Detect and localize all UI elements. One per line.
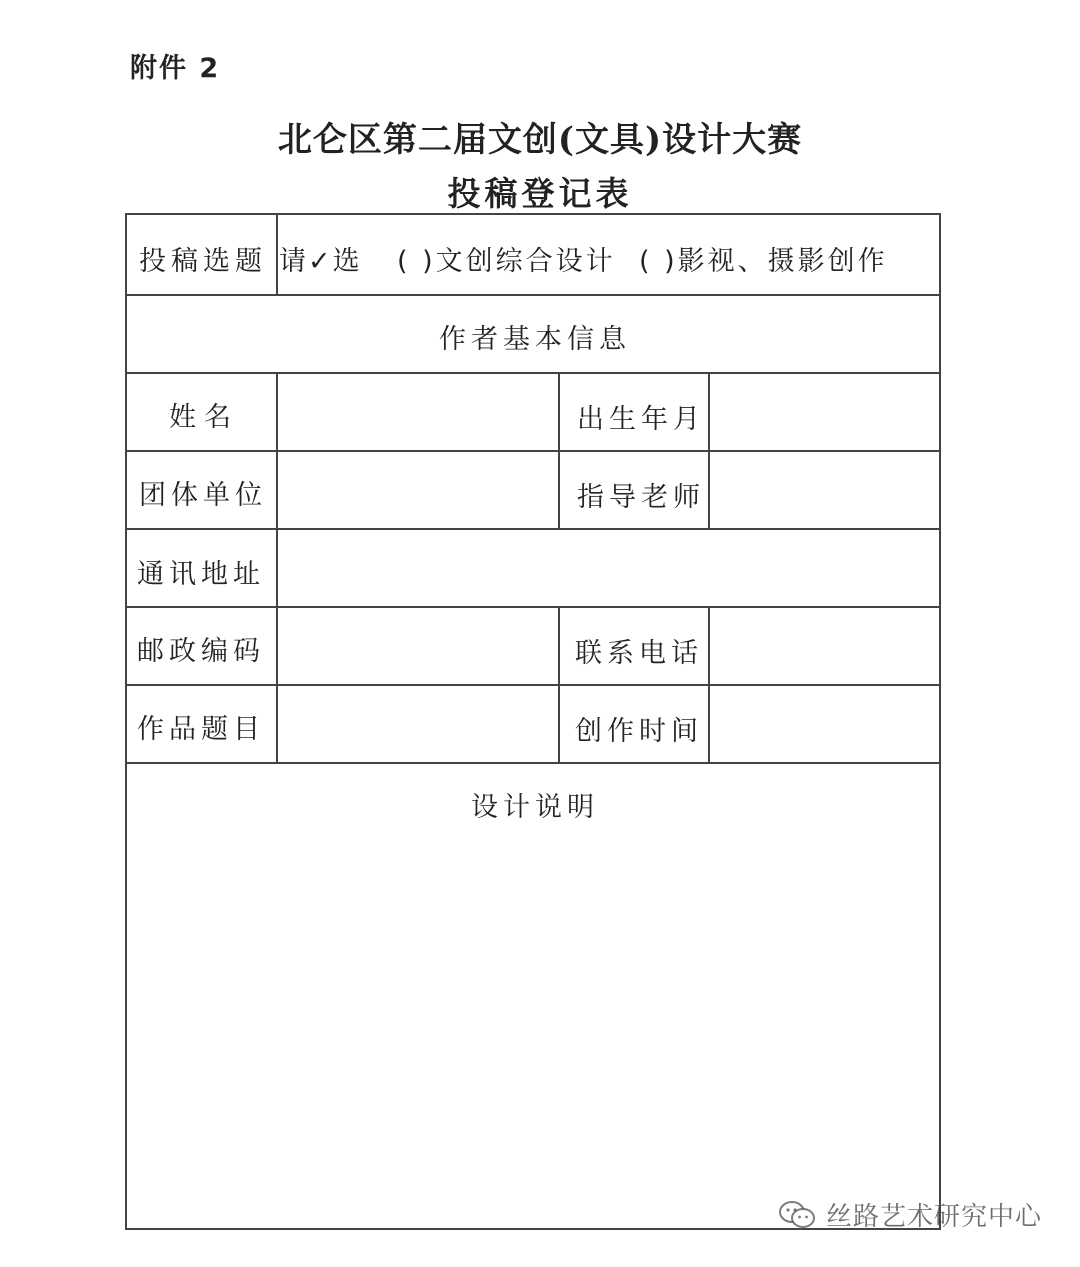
- address-label: 通讯地址: [137, 559, 265, 590]
- section-author-info: 作者基本信息: [439, 324, 631, 355]
- registration-form: [125, 213, 941, 1230]
- row-divider: [127, 606, 939, 608]
- work-title-label: 作品题目: [137, 714, 265, 745]
- watermark: [778, 1196, 1042, 1233]
- column-divider: [558, 606, 560, 762]
- org-label: 团体单位: [139, 480, 267, 511]
- attachment-label: 附件 2: [130, 53, 221, 84]
- design-desc-label: 设计说明: [471, 792, 599, 823]
- name-label: 姓名: [169, 402, 239, 433]
- column-divider: [558, 372, 560, 528]
- row-divider: [127, 372, 939, 374]
- topic-option-film[interactable]: ( )影视、摄影创作: [639, 246, 888, 277]
- column-divider: [708, 606, 710, 762]
- page-title: 北仑区第二届文创(文具)设计大赛: [277, 120, 803, 160]
- birth-label: 出生年月: [577, 404, 705, 435]
- topic-label: 投稿选题: [139, 246, 267, 277]
- column-divider: [276, 215, 278, 294]
- topic-option-design[interactable]: ( )文创综合设计: [397, 246, 616, 277]
- watermark-text: 丝路艺术研究中心: [826, 1202, 1043, 1232]
- column-divider: [276, 372, 278, 762]
- row-divider: [127, 294, 939, 296]
- column-divider: [708, 372, 710, 528]
- row-divider: [127, 450, 939, 452]
- wechat-icon: [778, 1200, 816, 1230]
- creation-time-label: 创作时间: [575, 716, 703, 747]
- postcode-label: 邮政编码: [137, 636, 265, 667]
- phone-label: 联系电话: [575, 638, 703, 669]
- page-subtitle: 投稿登记表: [447, 174, 633, 213]
- row-divider: [127, 762, 939, 764]
- topic-instruction: 请✓选: [279, 246, 362, 277]
- row-divider: [127, 684, 939, 686]
- teacher-label: 指导老师: [577, 482, 705, 513]
- row-divider: [127, 528, 939, 530]
